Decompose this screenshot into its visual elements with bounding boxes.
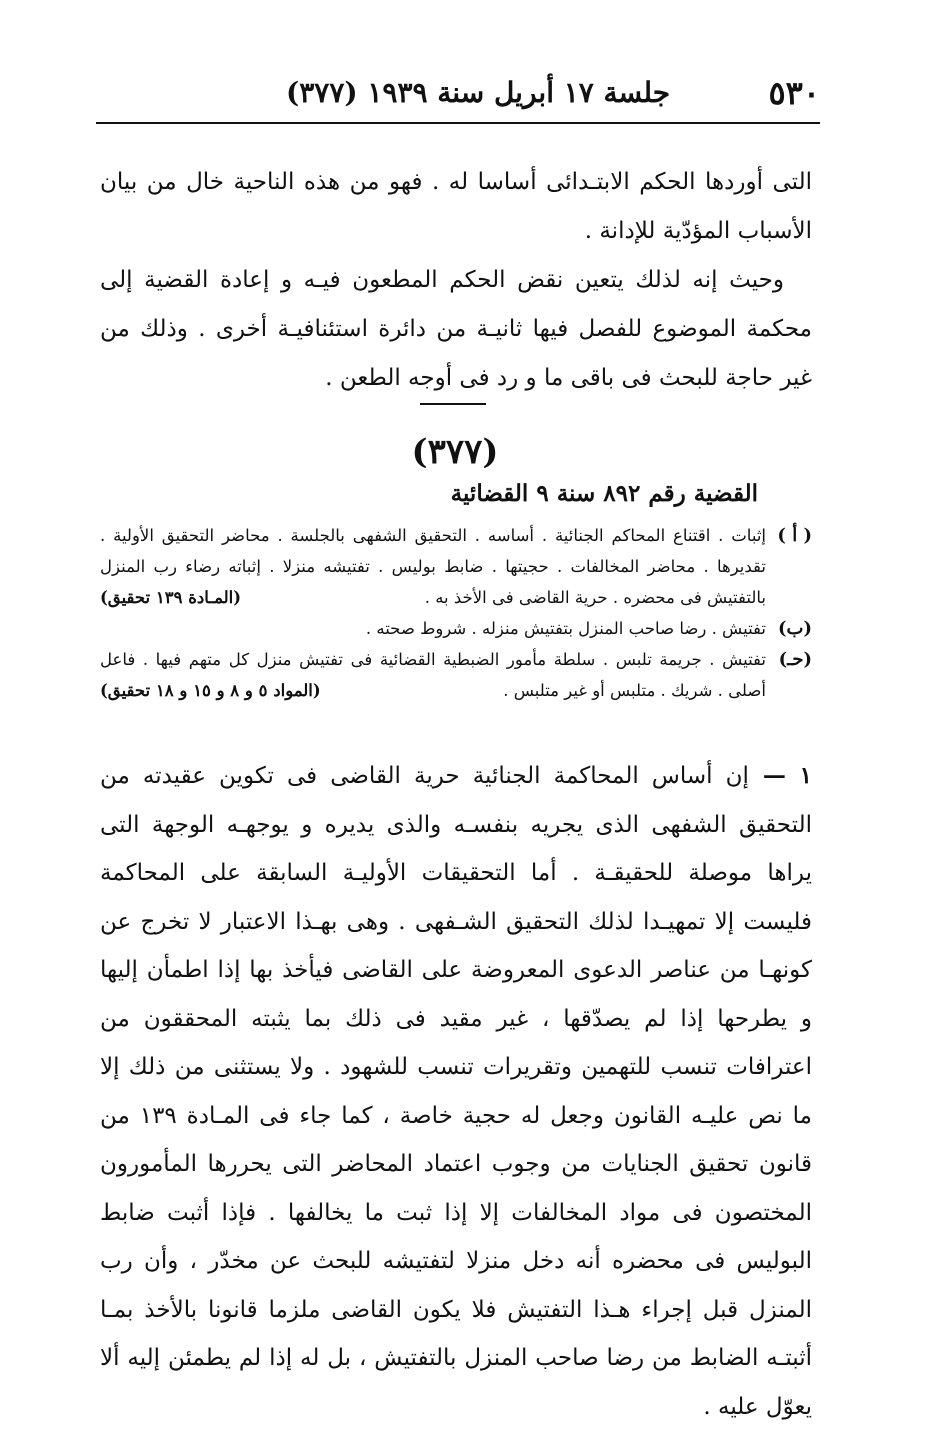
- headnote-article-reference: (المواد ٥ و ٨ و ١٥ و ١٨ تحقيق): [100, 681, 321, 700]
- page-header: [96, 64, 820, 124]
- headnote-label: (حـ): [778, 649, 812, 670]
- headnotes: [100, 520, 812, 706]
- ruling-paragraph: [100, 752, 812, 1431]
- headnote-b: [100, 613, 812, 644]
- previous-case-paragraph-1: التى أوردها الحكم الابتـدائى أساسا له . فهو من هذه الناحية خال من بيان الأسباب المؤدّية للإدانة .: [100, 169, 812, 244]
- ruling-text: إن أساس المحاكمة الجنائية حرية القاضى فى تكوين عقيدته من التحقيق الشفهى الذى يجريه بنفسـه والذى يديره و يوجهـه الوجهة التى يراها موصلة للحقيقـة . أما التحقيقات الأوليـة السابقة على المحاكمة فليست إلا تمهيـدا لذلك التحقيق الشـفهى . وهى بهـذا الاعتبار لا تخرج عن كونهـا من عناصر الدعوى المعروضة على القاضى فيأخذ بها إذا اطمأن إليها و يطرحها إذا لم يصدّقها ، غير مقيد فى ذلك بما يثبته المحققون من اعترافات تنسب للتهمين وتقريرات تنسب للشهود . ولا يستثنى من ذلك إلا ما نص عليـه القانون وجعل له حجية خاصة ، كما جاء فى المـادة ١٣٩ من قانون تحقيق الجنايات من وجوب اعتماد المحاضر التى يحررها المأمورون المختصون فى مواد المخالفات إلا إذا ثبت ما يخالفها . فإذا أثبت ضابط البوليس فى محضره أنه دخل منزلا لتفتيشه للبحث عن مخدّر ، وأن رب المنزل قبل إجراء هـذا التفتيش فلا يكون القاضى ملزما قانونا بالأخذ بمـا أثبتـه الضابط من رضا صاحب المنزل بالتفتيش ، بل له إذا لم يطمئن إليه ألا يعوّل عليه .: [100, 763, 812, 1420]
- case-number: (٣٧٧): [411, 432, 499, 472]
- headnote-c: [100, 644, 812, 706]
- previous-case-paragraph-2: وحيث إنه لذلك يتعين نقض الحكم المطعون فيـه و إعادة القضية إلى محكمة الموضوع للفصل فيها ثانيـة من دائرة استئنافيـة أخرى . وذلك من غير حاجة للبحث فى باقى ما و رد فى أوجه الطعن .: [100, 267, 812, 391]
- section-divider: [420, 403, 486, 405]
- headnote-label: ( أ ): [777, 525, 812, 546]
- ruling-number: ١ —: [762, 762, 812, 789]
- headnote-label: (ب): [778, 618, 812, 639]
- running-title: جلسة ١٧ أبريل سنة ١٩٣٩ (٣٧٧): [286, 76, 671, 109]
- case-reference: القضية رقم ٨٩٢ سنة ٩ القضائية: [450, 480, 758, 507]
- headnote-text: إثبات . اقتناع المحاكم الجنائية . أساسه . التحقيق الشفهى بالجلسة . محاضر التحقيق الأولية . تقديرها . محاضر المخالفات . حجيتها . ضابط بوليس . تفتيشه منزلا . إثباته رضاء رب المنزل بالتفتيش فى محضره . حرية القاضى فى الأخذ به .: [100, 526, 766, 607]
- headnote-text: تفتيش . جريمة تلبس . سلطة مأمور الضبطية القضائية فى تفتيش منزل كل متهم فيها . فاعل أصلى . شريك . متلبس أو غير متلبس .: [100, 650, 766, 700]
- page-number: ٥٣٠: [768, 74, 820, 112]
- headnote-article-reference: (المـادة ١٣٩ تحقيق): [100, 588, 242, 607]
- headnote-text: تفتيش . رضا صاحب المنزل بتفتيش منزله . شروط صحته .: [365, 619, 766, 638]
- headnote-a: [100, 520, 812, 613]
